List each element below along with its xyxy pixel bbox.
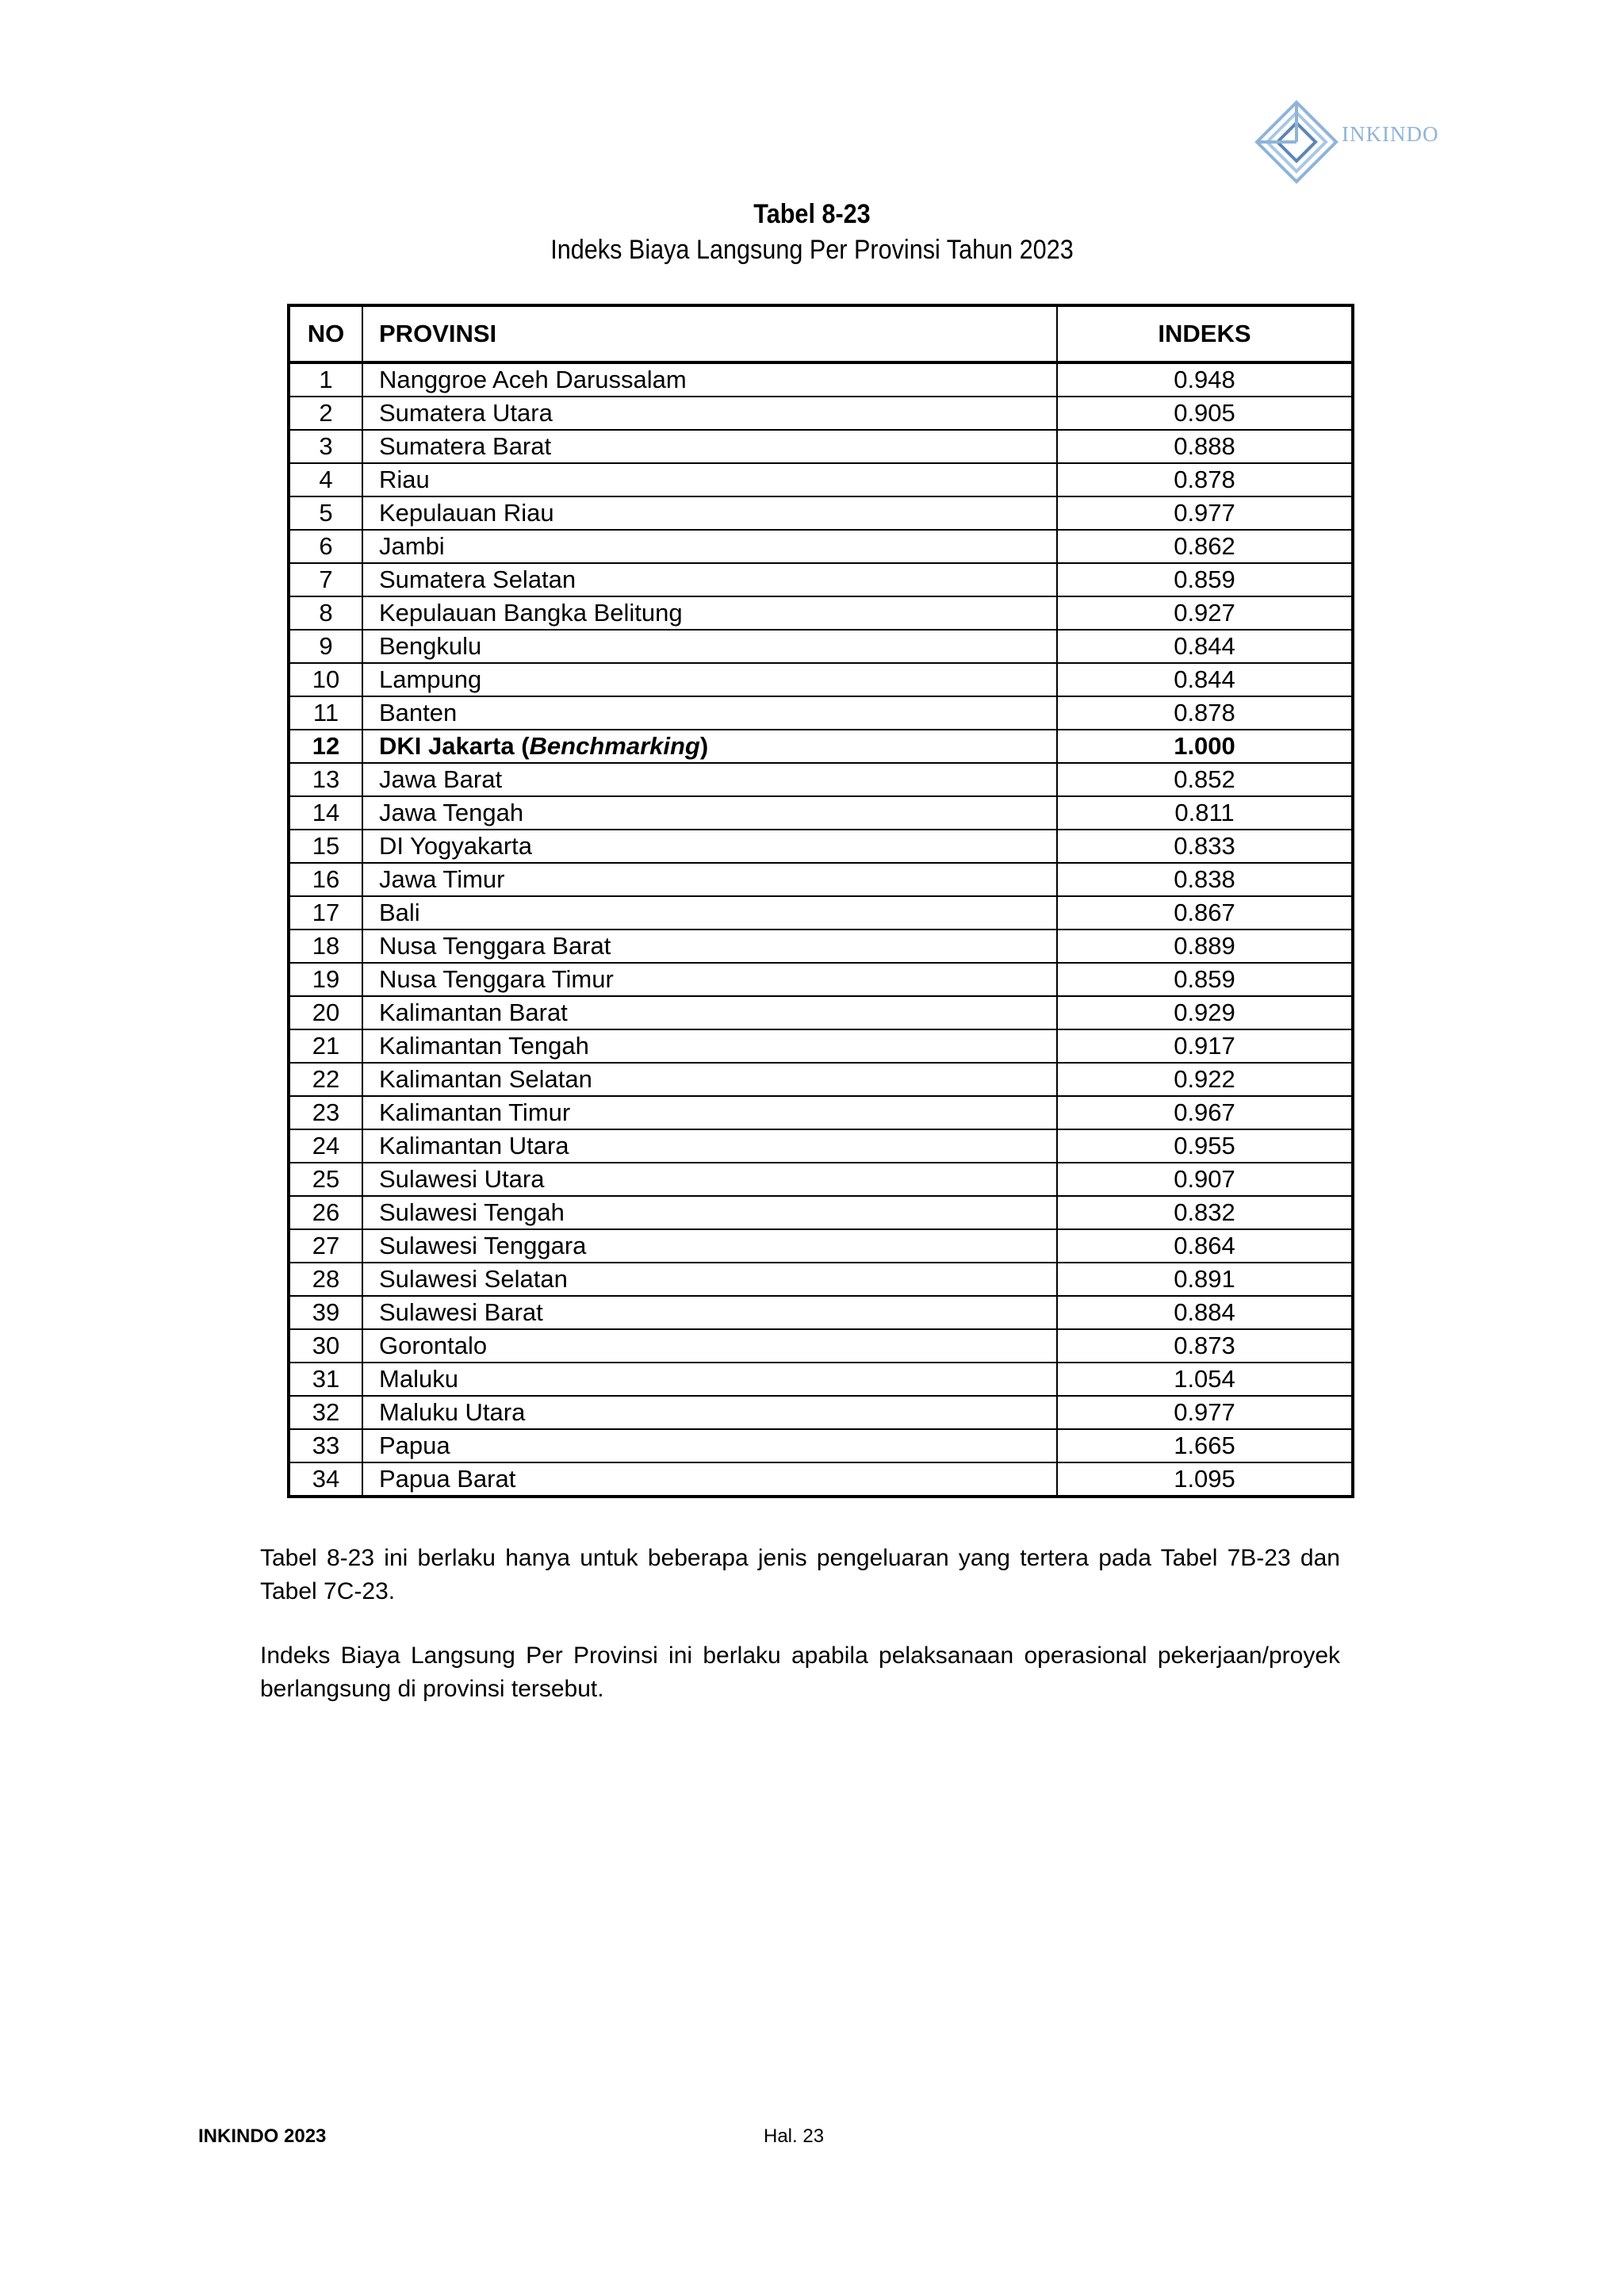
cell-indeks: 0.867 (1057, 896, 1353, 930)
provincial-index-table (287, 304, 1354, 1498)
cell-no: 20 (289, 996, 362, 1029)
cell-indeks: 0.905 (1057, 397, 1353, 430)
cell-indeks: 0.878 (1057, 463, 1353, 496)
cell-no: 7 (289, 563, 362, 596)
cell-provinsi: Sulawesi Selatan (362, 1263, 1057, 1296)
cell-no: 14 (289, 796, 362, 830)
table-row (289, 362, 1353, 397)
cell-provinsi: Riau (362, 463, 1057, 496)
cell-indeks: 0.977 (1057, 496, 1353, 530)
table-row (289, 496, 1353, 530)
cell-provinsi: Kalimantan Utara (362, 1129, 1057, 1163)
cell-provinsi: Bali (362, 896, 1057, 930)
table-row (289, 830, 1353, 863)
cell-indeks: 0.859 (1057, 563, 1353, 596)
cell-no: 30 (289, 1329, 362, 1363)
cell-indeks: 1.665 (1057, 1429, 1353, 1462)
cell-provinsi: Nusa Tenggara Barat (362, 930, 1057, 963)
cell-indeks: 0.967 (1057, 1096, 1353, 1129)
header-provinsi: PROVINSI (362, 305, 1057, 362)
cell-no: 2 (289, 397, 362, 430)
table-row (289, 663, 1353, 696)
cell-indeks: 0.811 (1057, 796, 1353, 830)
table-row (289, 1329, 1353, 1363)
table-row (289, 1296, 1353, 1329)
cell-no: 5 (289, 496, 362, 530)
cell-indeks: 1.095 (1057, 1462, 1353, 1497)
logo-text: INKINDO (1342, 122, 1439, 146)
cell-no: 21 (289, 1029, 362, 1063)
table-row (289, 1396, 1353, 1429)
cell-no: 28 (289, 1263, 362, 1296)
cell-provinsi: DKI Jakarta (Benchmarking) (362, 730, 1057, 763)
cell-indeks: 0.891 (1057, 1263, 1353, 1296)
cell-provinsi: Sulawesi Utara (362, 1163, 1057, 1196)
note-paragraph-1: Tabel 8-23 ini berlaku hanya untuk beberapa jenis pengeluaran yang tertera pada Tabel 7B-23 dan Tabel 7C-23. (260, 1545, 1340, 1604)
table-row (289, 1163, 1353, 1196)
cell-provinsi: Jawa Timur (362, 863, 1057, 896)
table-row (289, 796, 1353, 830)
cell-no: 24 (289, 1129, 362, 1163)
cell-provinsi: Jawa Barat (362, 763, 1057, 796)
cell-provinsi: Kalimantan Timur (362, 1096, 1057, 1129)
cell-no: 13 (289, 763, 362, 796)
header-indeks: INDEKS (1057, 305, 1353, 362)
cell-indeks: 0.832 (1057, 1196, 1353, 1229)
header-no: NO (289, 305, 362, 362)
table-title: Tabel 8-23 (753, 199, 871, 229)
cell-indeks: 0.844 (1057, 663, 1353, 696)
cell-no: 25 (289, 1163, 362, 1196)
cell-no: 34 (289, 1462, 362, 1497)
cell-provinsi: Gorontalo (362, 1329, 1057, 1363)
cell-no: 22 (289, 1063, 362, 1096)
cell-no: 19 (289, 963, 362, 996)
cell-indeks: 0.864 (1057, 1229, 1353, 1263)
table-row (289, 963, 1353, 996)
cell-indeks: 0.929 (1057, 996, 1353, 1029)
cell-no: 31 (289, 1363, 362, 1396)
cell-provinsi: Papua (362, 1429, 1057, 1462)
note-paragraph-2: Indeks Biaya Langsung Per Provinsi ini berlaku apabila pelaksanaan operasional pekerjaan/proyek berlangsung di provinsi tersebut. (260, 1642, 1340, 1702)
cell-indeks: 0.873 (1057, 1329, 1353, 1363)
cell-indeks: 0.833 (1057, 830, 1353, 863)
cell-indeks: 0.838 (1057, 863, 1353, 896)
cell-provinsi: Nanggroe Aceh Darussalam (362, 362, 1057, 397)
cell-no: 23 (289, 1096, 362, 1129)
page-number: Hal. 23 (764, 2125, 825, 2147)
cell-provinsi: Jambi (362, 530, 1057, 563)
cell-no: 11 (289, 696, 362, 730)
cell-no: 16 (289, 863, 362, 896)
table-row (289, 630, 1353, 663)
table-row (289, 596, 1353, 630)
table-row (289, 1429, 1353, 1462)
table-row (289, 563, 1353, 596)
table-row (289, 930, 1353, 963)
cell-indeks: 0.878 (1057, 696, 1353, 730)
table-row (289, 863, 1353, 896)
cell-provinsi: Sulawesi Tengah (362, 1196, 1057, 1229)
cell-no: 17 (289, 896, 362, 930)
cell-indeks: 0.884 (1057, 1296, 1353, 1329)
cell-indeks: 1.054 (1057, 1363, 1353, 1396)
table-row (289, 1063, 1353, 1096)
cell-no: 10 (289, 663, 362, 696)
cell-provinsi: Sumatera Utara (362, 397, 1057, 430)
cell-indeks: 0.977 (1057, 1396, 1353, 1429)
table-row (289, 696, 1353, 730)
cell-no: 12 (289, 730, 362, 763)
table-row (289, 730, 1353, 763)
table-row (289, 463, 1353, 496)
cell-indeks: 0.852 (1057, 763, 1353, 796)
cell-indeks: 0.907 (1057, 1163, 1353, 1196)
cell-provinsi: Kepulauan Riau (362, 496, 1057, 530)
cell-no: 39 (289, 1296, 362, 1329)
cell-no: 32 (289, 1396, 362, 1429)
table-row (289, 1462, 1353, 1497)
cell-no: 9 (289, 630, 362, 663)
table-row (289, 1363, 1353, 1396)
cell-provinsi: Kepulauan Bangka Belitung (362, 596, 1057, 630)
cell-indeks: 0.922 (1057, 1063, 1353, 1096)
table-header-row (289, 305, 1353, 362)
cell-provinsi: Lampung (362, 663, 1057, 696)
cell-provinsi: Kalimantan Barat (362, 996, 1057, 1029)
cell-no: 26 (289, 1196, 362, 1229)
cell-provinsi: Maluku Utara (362, 1396, 1057, 1429)
cell-provinsi: DI Yogyakarta (362, 830, 1057, 863)
cell-indeks: 0.889 (1057, 930, 1353, 963)
cell-no: 15 (289, 830, 362, 863)
cell-no: 3 (289, 430, 362, 463)
cell-provinsi: Kalimantan Tengah (362, 1029, 1057, 1063)
cell-indeks: 0.927 (1057, 596, 1353, 630)
table-row (289, 430, 1353, 463)
cell-provinsi: Banten (362, 696, 1057, 730)
cell-indeks: 1.000 (1057, 730, 1353, 763)
cell-no: 6 (289, 530, 362, 563)
table-row (289, 530, 1353, 563)
cell-provinsi: Nusa Tenggara Timur (362, 963, 1057, 996)
cell-no: 18 (289, 930, 362, 963)
cell-indeks: 0.955 (1057, 1129, 1353, 1163)
cell-indeks: 0.859 (1057, 963, 1353, 996)
cell-no: 33 (289, 1429, 362, 1462)
cell-indeks: 0.917 (1057, 1029, 1353, 1063)
table-row (289, 1263, 1353, 1296)
footer-organization: INKINDO 2023 (198, 2125, 327, 2147)
table-row (289, 763, 1353, 796)
cell-provinsi: Sulawesi Barat (362, 1296, 1057, 1329)
cell-provinsi: Papua Barat (362, 1462, 1057, 1497)
table-row (289, 896, 1353, 930)
cell-provinsi: Jawa Tengah (362, 796, 1057, 830)
table-row (289, 996, 1353, 1029)
table-body (289, 362, 1353, 1497)
table-subtitle: Indeks Biaya Langsung Per Provinsi Tahun 2023 (550, 235, 1074, 265)
cell-provinsi: Sulawesi Tenggara (362, 1229, 1057, 1263)
cell-no: 8 (289, 596, 362, 630)
cell-no: 4 (289, 463, 362, 496)
cell-indeks: 0.844 (1057, 630, 1353, 663)
cell-indeks: 0.948 (1057, 362, 1353, 397)
cell-provinsi: Maluku (362, 1363, 1057, 1396)
cell-no: 27 (289, 1229, 362, 1263)
cell-indeks: 0.862 (1057, 530, 1353, 563)
cell-indeks: 0.888 (1057, 430, 1353, 463)
table-row (289, 1196, 1353, 1229)
cell-no: 1 (289, 362, 362, 397)
table-row (289, 397, 1353, 430)
table-row (289, 1029, 1353, 1063)
table-row (289, 1129, 1353, 1163)
inkindo-logo-mark (1253, 98, 1340, 186)
table-row (289, 1096, 1353, 1129)
cell-provinsi: Bengkulu (362, 630, 1057, 663)
cell-provinsi: Sumatera Selatan (362, 563, 1057, 596)
inkindo-logo (1253, 98, 1443, 186)
cell-provinsi: Kalimantan Selatan (362, 1063, 1057, 1096)
table-row (289, 1229, 1353, 1263)
cell-provinsi: Sumatera Barat (362, 430, 1057, 463)
